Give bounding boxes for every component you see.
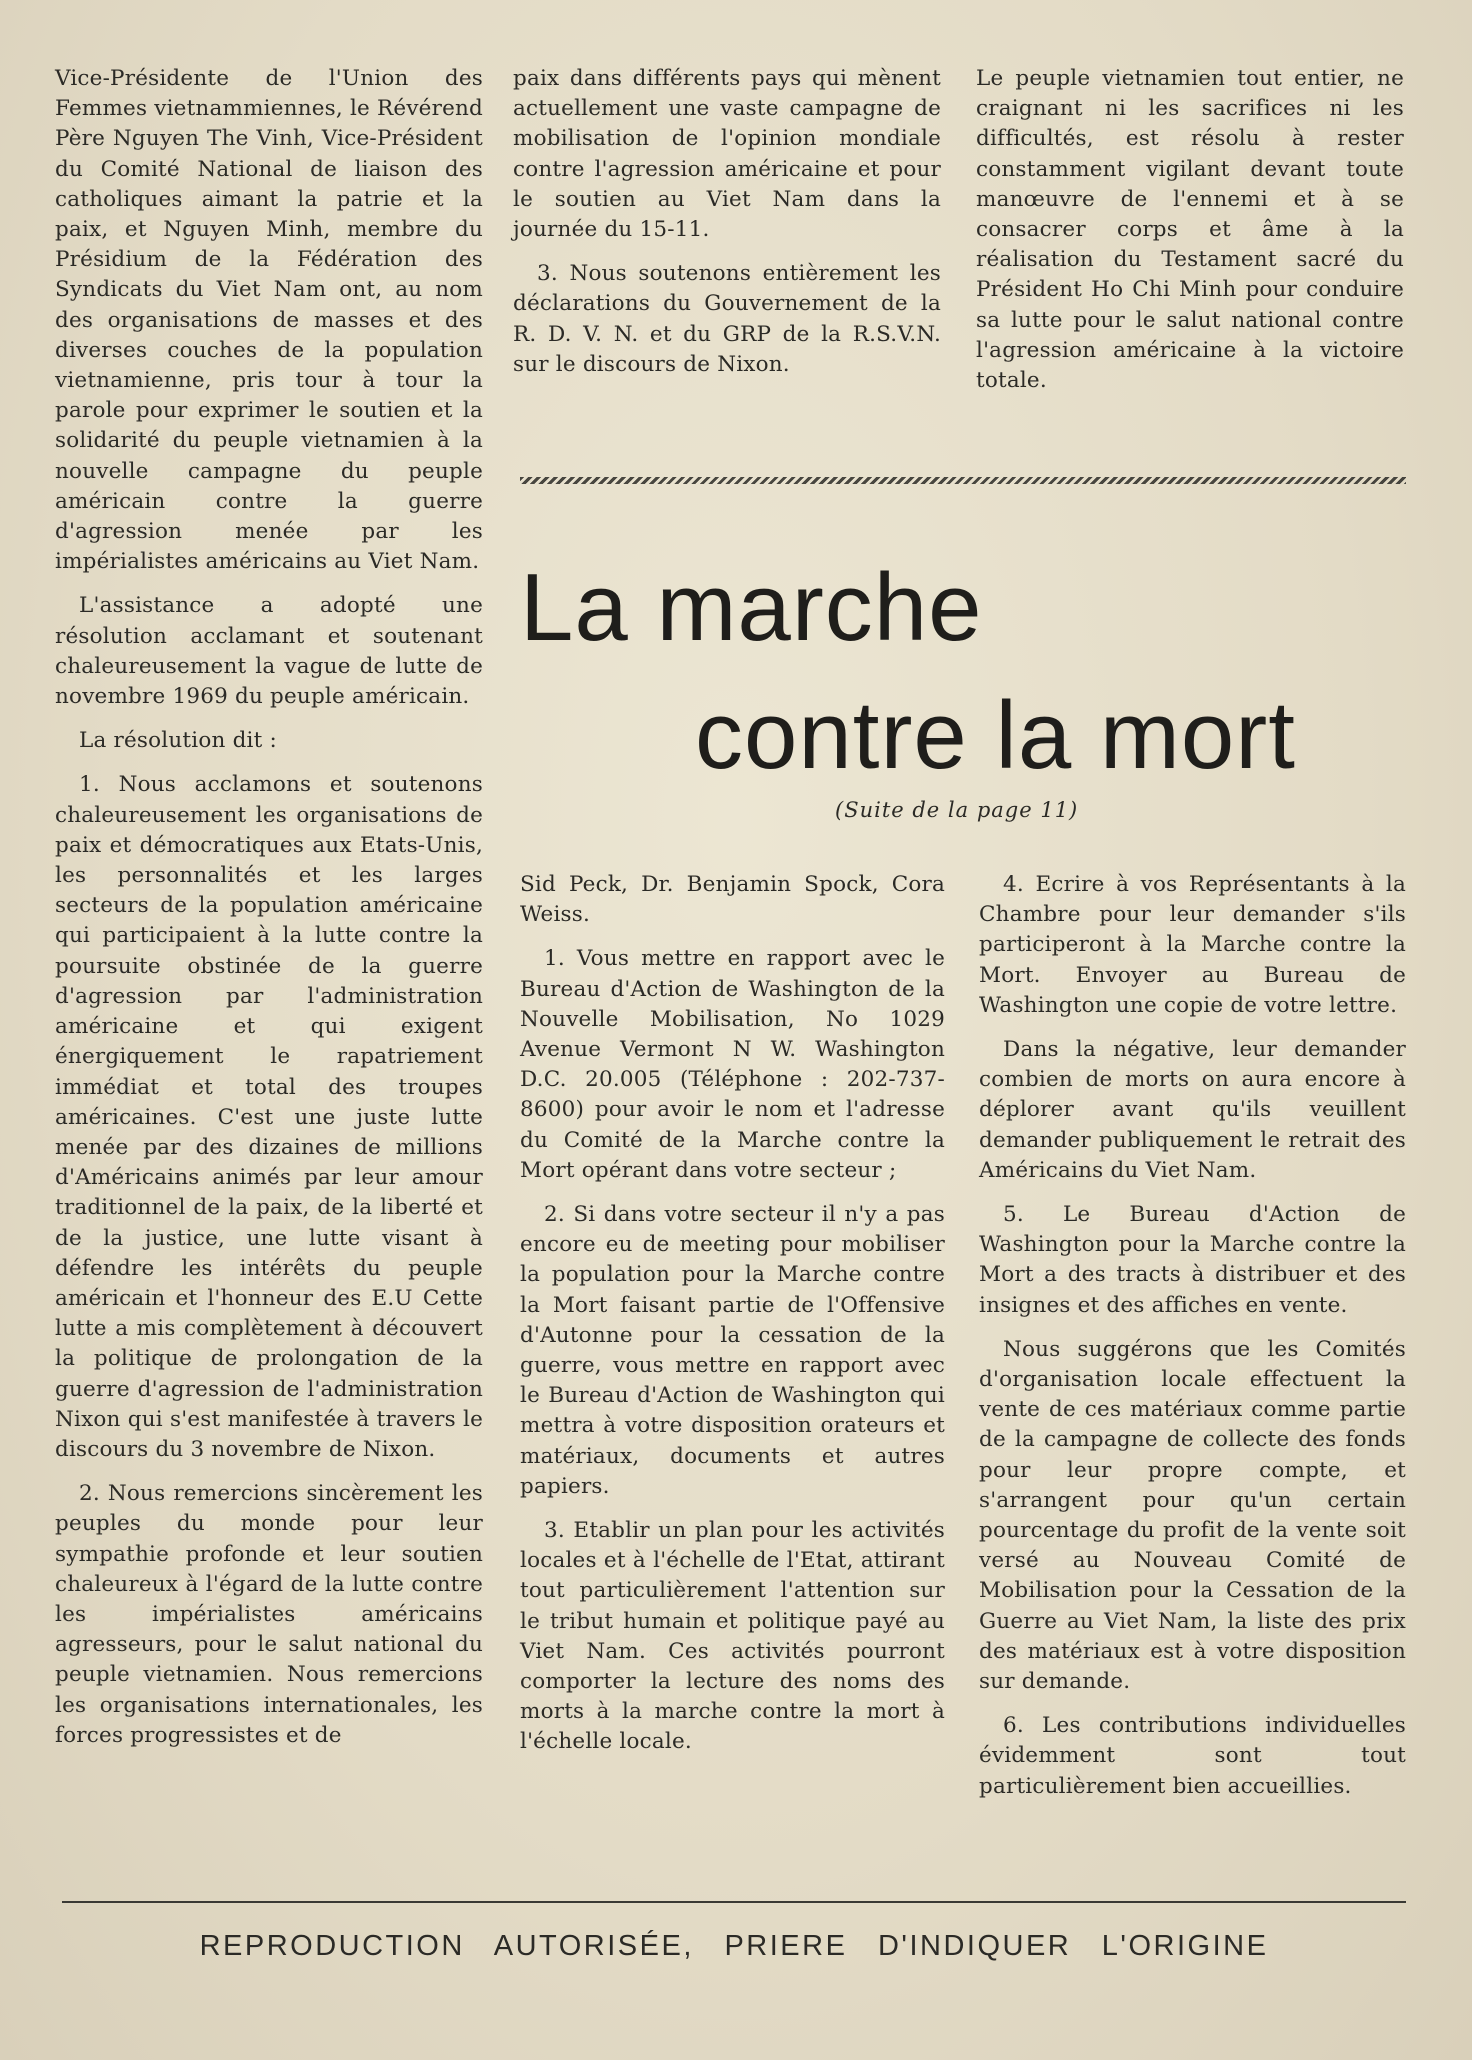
top-middle-column [513,64,941,394]
top-right-column [976,64,1404,410]
footer-rule [62,1901,1406,1903]
hatched-divider [520,477,1406,484]
bottom-right-column [979,870,1406,1816]
bottom-right-paragraph-2: Dans la négative, leur demander combien de morts on aura encore à déplorer avant qu'ils veuillent demander publiquement le retrait des Américains du Viet Nam. [979,1037,1406,1183]
headline-line-1: La marche [520,554,983,661]
top-middle-paragraph-1: paix dans différents pays qui mènent actuellement une vaste campagne de mobilisation de l'opinion mondiale contre l'agression américaine et pour le soutien au Viet Nam dans la journée du 15-11. [513,66,941,243]
left-paragraph-4: 1. Nous acclamons et soutenons chaleureusement les organisations de paix et démocratiques aux Etats-Unis, les personnalités et les larges secteurs de la population américaine qui participaient à la lutte contre la poursuite obstinée de la guerre d'agression par l'administration américaine et qui exigent énergiquement le rapatriement immédiat et total des troupes américaines. C'est une juste lutte menée par des dizaines de millions d'Américains animés par leur amour traditionnel de la paix, de la liberté et de la justice, une lutte visant à défendre les intérêts du peuple américain et l'honneur des E.U Cette lutte a mis complètement à découvert la politique de prolongation de la guerre d'agression de l'administration Nixon qui s'est manifestée à travers le discours du 3 novembre de Nixon. [55,772,483,1462]
left-paragraph-3: La résolution dit : [79,728,277,754]
bottom-right-paragraph-4: Nous suggérons que les Comités d'organisation locale effectuent la vente de ces matériaux comme partie de la campagne de collecte des fonds pour leur propre compte, et s'arrangent pour qu'un certain pourcentage du profit de la vente soit versé au Nouveau Comité de Mobilisation pour la Cessation de la Guerre au Viet Nam, la liste des prix des matériaux est à votre disposition sur demande. [979,1336,1406,1695]
footer-notice: REPRODUCTION AUTORISÉE, PRIERE D'INDIQUER L'ORIGINE [199,1930,1269,1962]
top-right-paragraph-1: Le peuple vietnamien tout entier, ne craignant ni les sacrifices ni les difficultés, est résolu à rester constamment vigilant devant toute manœuvre de l'ennemi et à se consacrer corps et âme à la réalisation du Testament sacré du Président Ho Chi Minh pour conduire sa lutte pour le salut national contre l'agression américaine à la victoire totale. [976,66,1404,394]
bottom-middle-paragraph-1: Sid Peck, Dr. Benjamin Spock, Cora Weiss. [520,872,945,928]
bottom-middle-paragraph-3: 2. Si dans votre secteur il n'y a pas encore eu de meeting pour mobiliser la population pour la Marche contre la Mort faisant partie de l'Offensive d'Autonne pour la cessation de la guerre, vous mettre en rapport avec le Bureau d'Action de Washington qui mettra à votre disposition orateurs et matériaux, documents et autres papiers. [520,1202,945,1499]
continued-from-note: (Suite de la page 11) [835,798,1079,822]
bottom-middle-paragraph-4: 3. Etablir un plan pour les activités locales et à l'échelle de l'Etat, attirant tout particulièrement l'attention sur le tribut humain et politique payé au Viet Nam. Ces activités pourront comporter la lecture des noms des morts à la marche contre la mort à l'échelle locale. [520,1518,945,1755]
left-paragraph-2: L'assistance a adopté une résolution acclamant et soutenant chaleureusement la vague de lutte de novembre 1969 du peuple américain. [55,593,483,710]
bottom-middle-paragraph-2: 1. Vous mettre en rapport avec le Bureau d'Action de Washington de la Nouvelle Mobilisation, No 1029 Avenue Vermont N W. Washington D.C. 20.005 (Téléphone : 202-737-8600) pour avoir le nom et l'adresse du Comité de la Marche contre la Mort opérant dans votre secteur ; [520,946,945,1183]
bottom-right-paragraph-5: 6. Les contributions individuelles évidemment sont tout particulièrement bien accueillies. [979,1713,1406,1799]
left-paragraph-1: Vice-Présidente de l'Union des Femmes vietnammiennes, le Révérend Père Nguyen The Vinh, Vice-Président du Comité National de liaison des catholiques aimant la patrie et la paix, et Nguyen Minh, membre du Présidium de la Fédération des Syndicats du Viet Nam ont, au nom des organisations de masses et des diverses couches de la population vietnamienne, pris tour à tour la parole pour exprimer le soutien et la solidarité du peuple vietnamien à la nouvelle campagne du peuple américain contre la guerre d'agression menée par les impérialistes américains au Viet Nam. [55,66,484,575]
bottom-right-paragraph-3: 5. Le Bureau d'Action de Washington pour la Marche contre la Mort a des tracts à distribuer et des insignes et des affiches en vente. [979,1202,1406,1318]
top-middle-paragraph-2: 3. Nous soutenons entièrement les déclarations du Gouvernement de la R. D. V. N. et du GRP de la R.S.V.N. sur le discours de Nixon. [513,261,941,377]
left-paragraph-5: 2. Nous remercions sincèrement les peuples du monde pour leur sympathie profonde et leur soutien chaleureux à l'égard de la lutte contre les impérialistes américains agresseurs, pour le salut national du peuple vietnamien. Nous remercions les organisations internationales, les forces progressistes et de [55,1481,483,1748]
bottom-right-paragraph-1: 4. Ecrire à vos Représentants à la Chambre pour leur demander s'ils participeront à la Marche contre la Mort. Envoyer au Bureau de Washington une copie de votre lettre. [979,872,1406,1018]
left-column [55,64,483,1765]
headline-line-2: contre la mort [695,682,1296,789]
bottom-middle-column [520,870,945,1772]
